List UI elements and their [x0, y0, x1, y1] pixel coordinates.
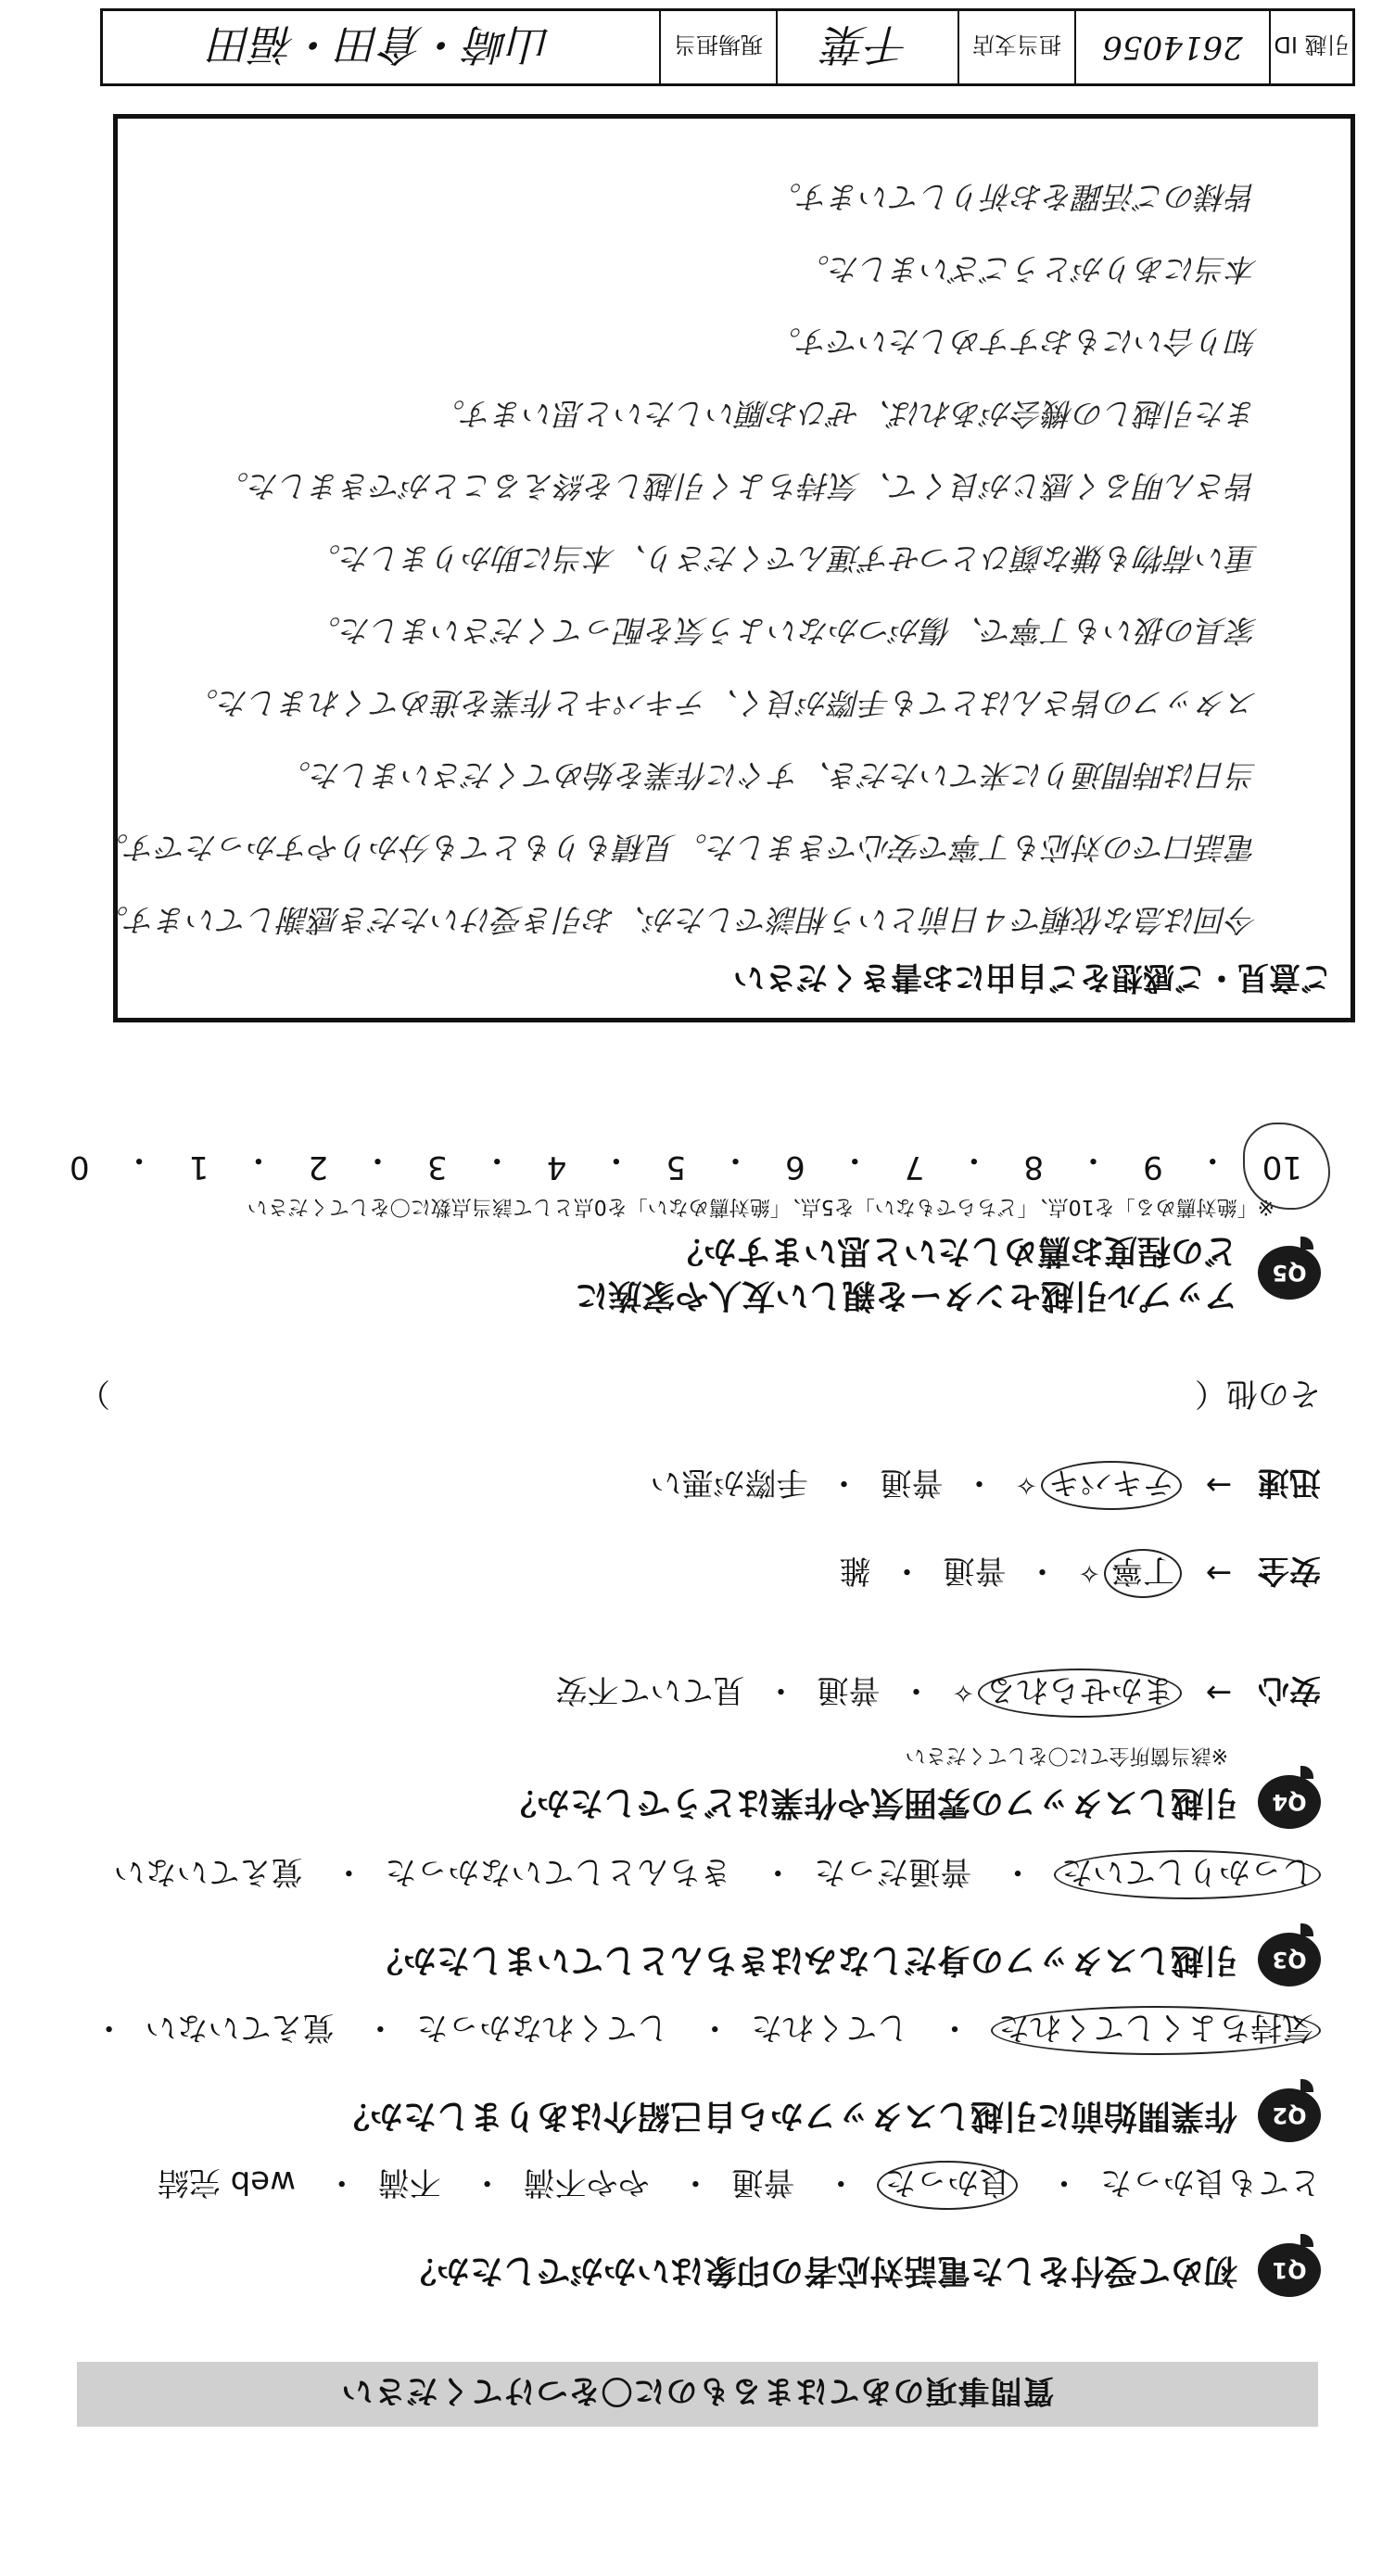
q3-option[interactable]: 普通だった	[814, 1853, 972, 1890]
q4-badge: Q4	[1258, 1775, 1321, 1829]
scale-option[interactable]: 8	[1023, 1148, 1045, 1186]
footer-table	[100, 8, 1355, 86]
question-4	[503, 1775, 1321, 1829]
scale-dot: ・	[242, 1141, 274, 1178]
row-option-selected[interactable]: まかせられる	[978, 1669, 1182, 1718]
q1-option[interactable]: web 完結	[157, 2164, 296, 2201]
other-close-paren: ）	[79, 1375, 110, 1412]
comment-line: 電話口での対応も丁寧で安心できました。見積もりもとても分かりやすかったです。	[97, 830, 1258, 866]
q2-option-selected[interactable]: 気持ちよくしてくれた	[991, 2006, 1321, 2055]
arrow-icon: →	[1205, 1674, 1233, 1712]
sparkle-icon: ✧	[1078, 1558, 1100, 1589]
row-option-selected[interactable]: 丁寧	[1104, 1549, 1182, 1598]
comment-line: 知り合いにもおすすめしたいです。	[770, 324, 1258, 360]
scale-dot: ・	[957, 1141, 990, 1178]
q5-text-line1: アップル引越センターを親しい友人や家族に	[575, 1276, 1237, 1314]
footer-branch-label: 担当支店	[957, 11, 1074, 83]
q5-text-line2: どの程度お薦めしたいと思いますか？	[669, 1232, 1237, 1270]
comment-line: また引越しの機会があれば、ぜひお願いしたいと思います。	[434, 396, 1258, 432]
row-label: 迅速	[1258, 1464, 1321, 1501]
row-option[interactable]: 普通	[817, 1671, 881, 1708]
row-option[interactable]: 普通	[943, 1552, 1007, 1589]
q1-option[interactable]: 普通	[731, 2164, 795, 2201]
scale-dot: ・	[839, 1141, 871, 1178]
comment-line: 重い荷物も嫌な顔ひとつせず運んでくださり、本当に助かりました。	[310, 540, 1258, 577]
other-label: その他（	[1195, 1375, 1321, 1412]
q3-text: 引越しスタッフの身だしなみはきちんとしていましたか？	[369, 1941, 1237, 1979]
scale-dot: ・	[719, 1141, 752, 1178]
row-option[interactable]: 手際が悪い	[650, 1464, 808, 1501]
scale-option[interactable]: 4	[546, 1148, 567, 1186]
q4-other	[79, 1374, 1321, 1419]
scale-dot: ・	[1077, 1141, 1110, 1178]
q4-row-anzen: 安全 → 丁寧 ✧ ・ 普通 ・ 雑	[840, 1549, 1321, 1598]
comments-title: ご意見・ご感想をご自由にお書きください	[733, 958, 1332, 996]
comment-line: 本当にありがとうございました。	[799, 251, 1258, 287]
q1-options: とても良かった・ 良かった・ 普通・ やや不満・ 不満・ web 完結	[158, 2161, 1321, 2210]
q4-note: ※該当箇所全てに〇をしてください	[905, 1744, 1228, 1767]
arrow-icon: →	[1205, 1466, 1233, 1504]
row-option[interactable]: 雑	[839, 1552, 871, 1589]
scale-dot: ・	[481, 1141, 514, 1178]
footer-id-value: 2614056	[1074, 11, 1269, 83]
q1-option-selected[interactable]: 良かった	[877, 2161, 1018, 2210]
comments-box[interactable]	[97, 114, 1355, 1022]
scale-option[interactable]: 1	[188, 1148, 209, 1186]
question-2	[336, 2088, 1321, 2142]
q5-badge: Q5	[1258, 1246, 1321, 1300]
scale-option[interactable]: 7	[904, 1148, 925, 1186]
q2-options: 気持ちよくしてくれた・ してくれた・ してくれなかった・ 覚えていない・	[73, 2006, 1321, 2055]
scale-dot: ・	[123, 1141, 156, 1178]
comment-line: スタッフの皆さんはとても手際が良く、テキパキと作業を進めてくれました。	[187, 685, 1258, 721]
scale-option[interactable]: 2	[308, 1148, 328, 1186]
scale-option[interactable]: 5	[666, 1148, 687, 1186]
flower-mark-icon	[1243, 1123, 1330, 1210]
q3-option-selected[interactable]: しっかりしていた	[1054, 1850, 1321, 1899]
question-3	[370, 1933, 1321, 1986]
q3-option[interactable]: 覚えていない	[113, 1853, 303, 1890]
q1-option[interactable]: 不満	[377, 2164, 441, 2201]
q1-badge: Q1	[1258, 2243, 1321, 2297]
comment-line: 家具の扱いも丁寧で、傷がつかないよう気を配ってくださいました。	[310, 613, 1258, 649]
comment-line: 皆様のご活躍をお祈りしています。	[770, 179, 1258, 215]
arrow-icon: →	[1205, 1554, 1233, 1593]
q2-option[interactable]: してくれた	[751, 2009, 909, 2046]
q4-row-jinsoku: 迅速 → テキパキ ✧ ・ 普通 ・ 手際が悪い	[651, 1461, 1321, 1510]
footer-id-label: 引越 ID	[1269, 11, 1352, 83]
question-5	[575, 1228, 1321, 1317]
comment-line: 皆さん明るく感じが良くて、気持ちよく引越しを終えることができました。	[218, 468, 1258, 504]
q5-note: ※「絶対薦める」を10点、「どちらでもない」を5点、「絶対薦めない」を0点として該当点数に〇をしてください	[247, 1195, 1275, 1218]
q2-badge: Q2	[1258, 2088, 1321, 2142]
scale-option[interactable]: 9	[1143, 1148, 1163, 1186]
footer-branch-signature: 千葉	[776, 11, 957, 83]
scale-option[interactable]: 6	[785, 1148, 805, 1186]
footer-staff-signature: 山崎・倉田・福田	[210, 19, 552, 70]
row-option[interactable]: 普通	[880, 1464, 944, 1501]
scale-option-selected[interactable]: 10	[1262, 1140, 1302, 1186]
sparkle-icon: ✧	[952, 1678, 974, 1708]
scale-option[interactable]: 0	[70, 1148, 90, 1186]
q1-option[interactable]: とても良かった	[1100, 2164, 1321, 2201]
q3-option[interactable]: きちんとしていなかった	[385, 1853, 732, 1890]
row-label: 安全	[1258, 1552, 1321, 1589]
q2-option[interactable]: してくれなかった	[416, 2009, 669, 2046]
instructions-banner: 質問事項のあてはまるものに〇をつけてください	[77, 2362, 1318, 2427]
q3-badge: Q3	[1258, 1933, 1321, 1986]
q2-option[interactable]: 覚えていない	[145, 2009, 335, 2046]
q3-options: しっかりしていた・ 普通だった・ きちんとしていなかった・ 覚えていない	[114, 1850, 1321, 1899]
row-option[interactable]: 見ていて不安	[555, 1671, 745, 1708]
scale-dot: ・	[600, 1141, 632, 1178]
sparkle-icon: ✧	[1015, 1470, 1037, 1501]
row-option-selected[interactable]: テキパキ	[1041, 1461, 1182, 1510]
footer-staff-label: 現場担当	[659, 11, 776, 83]
q2-text: 作業開始前に引越しスタッフから自己紹介はありましたか？	[336, 2097, 1237, 2135]
q5-text	[575, 1228, 1237, 1317]
q4-row-anshin: 安心 → まかせられる ✧ ・ 普通 ・ 見ていて不安	[556, 1669, 1321, 1718]
question-1	[403, 2243, 1321, 2297]
q4-text: 引越しスタッフの雰囲気や作業はどうでしたか？	[502, 1783, 1237, 1821]
q1-text: 初めて受付をした電話対応者の印象はいかがでしたか？	[402, 2252, 1237, 2290]
q1-option[interactable]: やや不満	[523, 2164, 650, 2201]
row-label: 安心	[1258, 1671, 1321, 1708]
comment-line: 当日は時間通りに来ていただき、すぐに作業を始めてくださいました。	[280, 757, 1258, 793]
comment-line: 今回は急な依頼で４日前という相談でしたが、お引き受けいただき感謝しています。	[97, 902, 1258, 938]
q5-scale	[70, 1140, 1302, 1186]
scale-dot: ・	[361, 1141, 394, 1178]
scale-option[interactable]: 3	[427, 1148, 448, 1186]
scale-dot: ・	[1197, 1141, 1229, 1178]
